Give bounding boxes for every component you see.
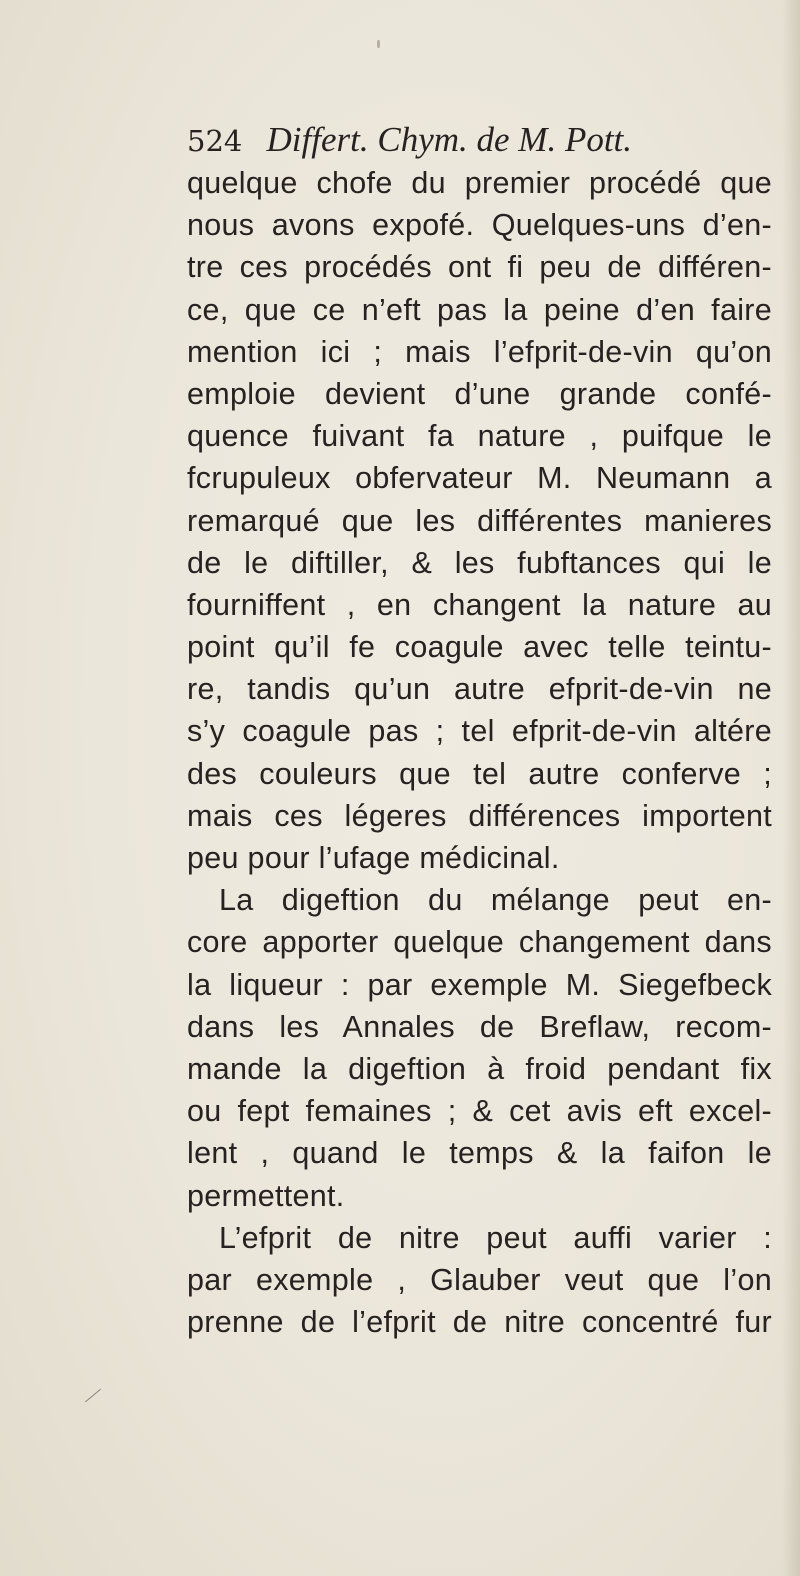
- text-line: ce, que ce n’eft pas la peine d’en faire: [187, 292, 772, 327]
- text-line: re, tandis qu’un autre efprit-de-vin ne: [187, 672, 772, 707]
- text-line: emploie devient d’une grande confé-: [187, 376, 772, 411]
- text-line: dans les Annales de Breflaw, recom-: [187, 1009, 772, 1044]
- paragraph-start-line: L’efprit de nitre peut auffi varier :: [219, 1220, 772, 1255]
- paper-speck: [377, 40, 380, 48]
- paragraph-start-line: La digeftion du mélange peut en-: [219, 883, 772, 918]
- text-line: tre ces procédés ont fi peu de différen-: [187, 250, 772, 285]
- text-line: fourniffent , en changent la nature au: [187, 587, 772, 622]
- text-line: core apporter quelque changement dans: [187, 925, 772, 960]
- text-line: par exemple , Glauber veut que l’on: [187, 1262, 772, 1297]
- paragraph-end-line: peu pour l’ufage médicinal.: [187, 841, 560, 875]
- text-line: de le diftiller, & les fubftances qui le: [187, 545, 772, 580]
- text-line: mais ces légeres différences importent: [187, 798, 772, 833]
- page-edge-shadow: [782, 0, 800, 1576]
- page-number: 524: [187, 124, 243, 158]
- text-line: ou fept femaines ; & cet avis eft excel-: [187, 1094, 772, 1129]
- text-line: mande la digeftion à froid pendant fix: [187, 1051, 772, 1086]
- text-line: point qu’il fe coagule avec telle teintu-: [187, 630, 772, 665]
- text-line: prenne de l’efprit de nitre concentré fur: [187, 1305, 772, 1340]
- pencil-mark: [85, 1389, 101, 1403]
- text-line: quelque chofe du premier procédé que: [187, 166, 772, 200]
- text-line: nous avons expofé. Quelques-uns d’en-: [187, 208, 772, 243]
- text-line: s’y coagule pas ; tel efprit-de-vin altére: [187, 714, 772, 749]
- text-line: fcrupuleux obfervateur M. Neumann a: [187, 461, 772, 496]
- running-title: Differt. Chym. de M. Pott.: [266, 120, 633, 159]
- text-line: la liqueur : par exemple M. Siegefbeck: [187, 967, 772, 1002]
- text-line: quence fuivant fa nature , puifque le: [187, 419, 772, 454]
- text-line: des couleurs que tel autre conferve ;: [187, 756, 772, 791]
- body-text: [187, 162, 772, 1343]
- paragraph-end-line: permettent.: [187, 1178, 345, 1213]
- text-line: remarqué que les différentes manieres: [187, 503, 772, 538]
- text-line: lent , quand le temps & la faifon le: [187, 1136, 772, 1171]
- page-header: [187, 118, 747, 162]
- text-line: mention ici ; mais l’efprit-de-vin qu’on: [187, 334, 772, 369]
